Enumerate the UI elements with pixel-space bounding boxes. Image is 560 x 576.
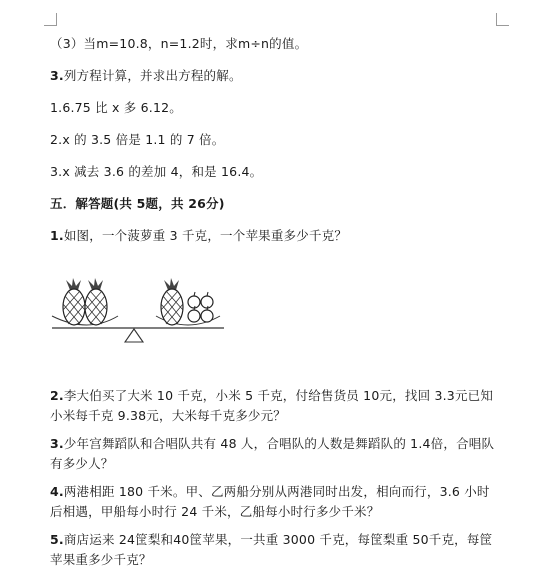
pineapple-icon <box>85 278 107 325</box>
problem-text: 两港相距 180 千米。甲、乙两船分别从两港同时出发，相向而行，3.6 小时后相遇，甲船每小时行 24 千米，乙船每小时行多少千米？ <box>50 484 490 519</box>
fulcrum-icon <box>125 329 143 342</box>
equation-item-1 <box>50 98 182 118</box>
page-corner-mark-left <box>44 13 57 26</box>
problem-number: 1. <box>50 228 64 243</box>
pineapple-icon <box>63 278 85 325</box>
page-corner-mark-right <box>496 13 509 26</box>
problem-text: 李大伯买了大米 10 千克，小米 5 千克，付给售货员 10元，找回 3.3元已知小米每千克 9.38元，大米每千克多少元？ <box>50 388 494 423</box>
problem-number: 5. <box>50 532 64 547</box>
problem-text: 如图，一个菠萝重 3 千克，一个苹果重多少千克？ <box>63 228 348 243</box>
section-3-heading <box>50 66 242 86</box>
problem-number: 3. <box>50 436 64 451</box>
equation-text: 2.x 的 3.5 倍是 1.1 的 7 倍。 <box>50 132 225 147</box>
problem-5 <box>50 530 500 570</box>
problem-1 <box>50 226 347 246</box>
pineapple-icon <box>161 278 183 325</box>
section-title: 列方程计算，并求出方程的解。 <box>63 68 242 83</box>
problem-number: 2. <box>50 388 64 403</box>
section-5-heading <box>50 194 225 214</box>
apple-icon <box>201 292 213 308</box>
apple-icon <box>201 306 213 322</box>
equation-text: 3.x 减去 3.6 的差加 4，和是 16.4。 <box>50 164 263 179</box>
problem-text: 商店运来 24筐梨和40筐苹果，一共重 3000 千克，每筐梨重 50千克，每筐苹果重多少千克？ <box>50 532 493 567</box>
apple-icon <box>188 306 200 322</box>
problem-2 <box>50 386 500 426</box>
equation-item-3 <box>50 162 262 182</box>
problem-number: 4. <box>50 484 64 499</box>
question-3-part-3 <box>50 34 307 54</box>
problem-text: 少年宫舞蹈队和合唱队共有 48 人，合唱队的人数是舞蹈队的 1.4倍，合唱队有多少人？ <box>50 436 495 471</box>
left-pan <box>52 316 118 325</box>
section-title: 五．解答题(共 5题，共 26分) <box>50 196 225 211</box>
equation-text: 1.6.75 比 x 多 6.12。 <box>50 100 182 115</box>
section-number: 3. <box>50 68 64 83</box>
apple-icon <box>188 292 200 308</box>
balance-scale-figure <box>48 276 238 346</box>
problem-3 <box>50 434 500 474</box>
question-text: （3）当m=10.8，n=1.2时，求m÷n的值。 <box>50 36 308 51</box>
problem-4 <box>50 482 500 522</box>
equation-item-2 <box>50 130 224 150</box>
